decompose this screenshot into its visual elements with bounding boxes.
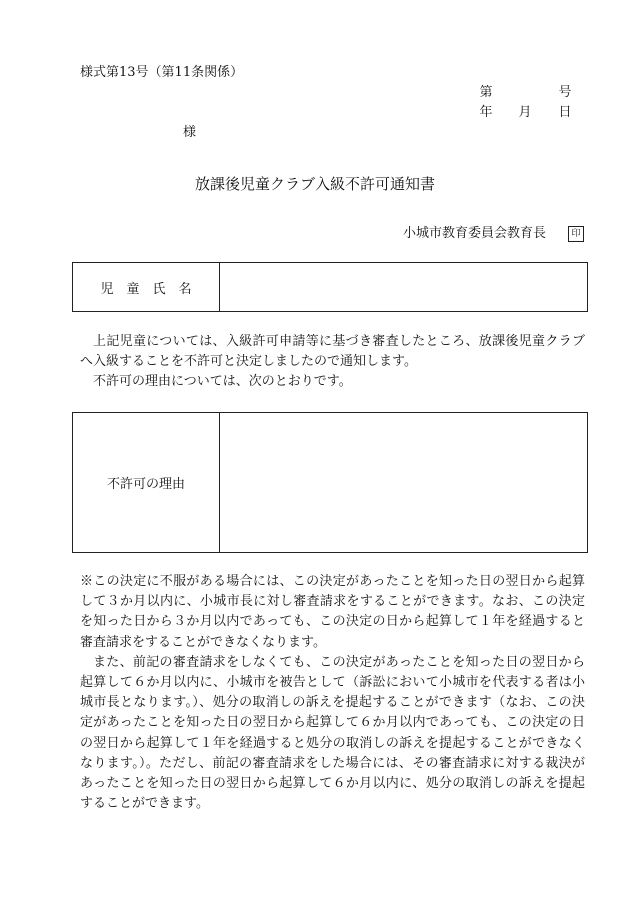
- child-name-table: [72, 262, 588, 312]
- date-year: 年: [479, 105, 493, 120]
- seal-mark: 印: [568, 226, 584, 242]
- reason-label: 不許可の理由: [73, 413, 220, 552]
- form-number: 様式第13号（第11条関係）: [80, 65, 244, 80]
- child-name-field[interactable]: [220, 263, 587, 311]
- appeal-note-1: ※この決定に不服がある場合には、この決定があったことを知った日の翌日から起算して３か月以内に、小城市長に対し審査請求をすることができます。なお、この決定を知った日から３か月以内であっても、この決定の日から起算して１年を経過すると審査請求をすることができなくなります。: [80, 574, 585, 650]
- body-paragraph-2: 不許可の理由については、次のとおりです。: [93, 374, 352, 389]
- reason-table: [72, 412, 588, 553]
- body-paragraph-1: 上記児童については、入級許可申請等に基づき審査したところ、放課後児童クラブへ入級することを不許可と決定しましたので通知します。: [80, 334, 585, 369]
- child-name-label: 児 童 氏 名: [73, 263, 220, 311]
- date-day: 日: [558, 105, 572, 120]
- issuer-line: [403, 225, 584, 243]
- reason-field[interactable]: [220, 413, 587, 552]
- number-go: 号: [558, 85, 572, 100]
- document-title: 放課後児童クラブ入級不許可通知書: [194, 175, 435, 193]
- appeal-notice: [80, 572, 585, 814]
- date-month: 月: [518, 105, 532, 120]
- addressee-sama: 様: [183, 125, 197, 140]
- number-dai: 第: [479, 85, 493, 100]
- appeal-note-2: また、前記の審査請求をしなくても、この決定があったことを知った日の翌日から起算して６か月以内に、小城市を被告として（訴訟において小城市を代表する者は小城市長となります。）、処分の取消しの訴えを提起することができます（なお、この決定があったことを知った日の翌日から起算して６か月以内であっても、この決定の日の翌日から起算して１年を経過すると処分の取消しの訴えを提起することができなくなります。）。ただし、前記の審査請求をした場合には、その審査請求に対する裁決があったことを知った日の翌日から起算して６か月以内に、処分の取消しの訴えを提起することができます。: [80, 654, 585, 812]
- issuer-name: 小城市教育委員会教育長: [402, 226, 546, 241]
